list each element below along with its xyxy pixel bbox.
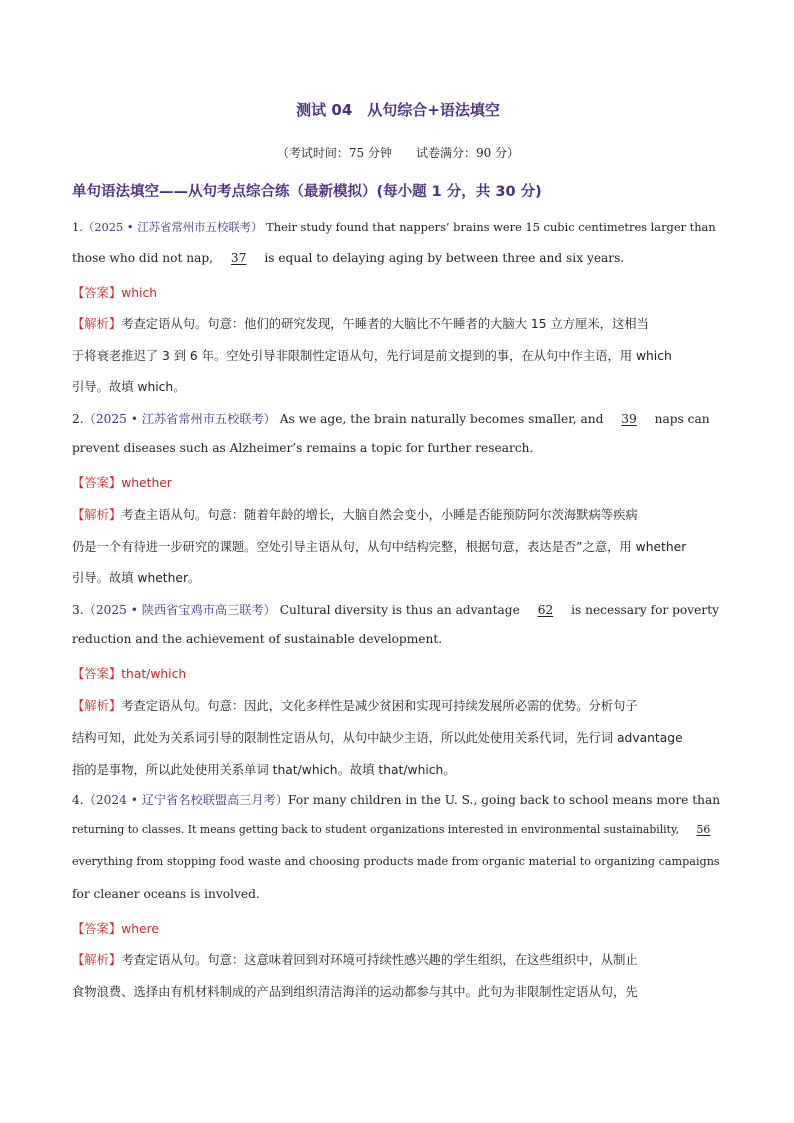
analysis-text: 考查定语从句。句意：因此，文化多样性是减少贫困和实现可持续发展所必需的优势。分析句子 bbox=[121, 699, 638, 713]
analysis-line bbox=[72, 377, 186, 395]
analysis-label: 【解析】 bbox=[72, 317, 122, 331]
answer-value: that/which bbox=[121, 667, 187, 681]
analysis-label: 【解析】 bbox=[72, 953, 122, 967]
analysis-text: 考查定语从句。句意：他们的研究发现，午睡者的大脑比不午睡者的大脑大 15 立方厘米，这相当 bbox=[121, 317, 649, 331]
question-3-line-2 bbox=[72, 632, 442, 646]
answer-line bbox=[72, 473, 172, 491]
question-source: （2025 • 江苏省常州市五校联考） bbox=[83, 412, 276, 426]
question-text: Cultural diversity is thus an advantage bbox=[279, 603, 520, 617]
analysis-line bbox=[72, 568, 200, 586]
answer-label: 【答案】 bbox=[72, 922, 122, 936]
answer-value: where bbox=[121, 922, 159, 936]
exam-info: （考试时间：75 分钟 试卷满分：90 分） bbox=[276, 146, 520, 160]
answer-line bbox=[72, 283, 157, 301]
analysis-line bbox=[72, 346, 672, 364]
analysis-line bbox=[72, 314, 649, 332]
question-text: prevent diseases such as Alzheimer’s remains a topic for further research. bbox=[72, 441, 534, 455]
analysis-line bbox=[72, 982, 638, 1000]
question-3-line-1 bbox=[72, 601, 719, 618]
analysis-text: 指的是事物，所以此处使用关系单词 that/which。故填 that/which。 bbox=[72, 763, 456, 777]
blank-number: 37 bbox=[230, 251, 247, 265]
question-text: Their study found that nappers’ brains were 15 cubic centimetres larger than bbox=[266, 220, 716, 234]
answer-label: 【答案】 bbox=[72, 286, 122, 300]
question-source: （2025 • 江苏省常州市五校联考） bbox=[82, 220, 263, 234]
question-text: returning to classes. It means getting back to student organizations interested in environmental sustainability, bbox=[72, 823, 680, 836]
analysis-line bbox=[72, 505, 638, 523]
blank-number: 62 bbox=[537, 603, 554, 617]
question-text: is necessary for poverty bbox=[571, 603, 719, 617]
analysis-text: 仍是一个有待进一步研究的课题。空处引导主语从句，从句中结构完整，根据句意，表达是否”之意，用 whether bbox=[72, 540, 687, 554]
question-2-line-2 bbox=[72, 441, 533, 455]
analysis-line bbox=[72, 728, 683, 746]
question-text: for cleaner oceans is involved. bbox=[72, 887, 260, 901]
analysis-line bbox=[72, 950, 638, 968]
blank-number: 56 bbox=[696, 823, 711, 836]
section-heading: 单句语法填空——从句考点综合练（最新模拟）(每小题 1 分，共 30 分) bbox=[72, 184, 542, 200]
answer-value: whether bbox=[121, 476, 172, 490]
question-2-line-1 bbox=[72, 410, 710, 427]
analysis-text: 结构可知，此处为关系词引导的限制性定语从句，从句中缺少主语，所以此处使用关系代词，先行词 advantage bbox=[72, 731, 683, 745]
question-4-line-1 bbox=[72, 791, 720, 808]
question-4-line-3 bbox=[72, 855, 720, 868]
analysis-text: 食物浪费、选择由有机材料制成的产品到组织清洁海洋的运动都参与其中。此句为非限制性定语从句，先 bbox=[72, 985, 638, 999]
question-number: 1. bbox=[72, 220, 83, 234]
analysis-line bbox=[72, 696, 638, 714]
question-number: 3. bbox=[72, 603, 84, 617]
question-source: （2024 • 辽宁省名校联盟高三月考） bbox=[83, 793, 289, 807]
answer-value: which bbox=[121, 286, 158, 300]
question-4-line-2 bbox=[72, 823, 716, 836]
answer-label: 【答案】 bbox=[72, 476, 122, 490]
question-1-line-2 bbox=[72, 251, 624, 265]
analysis-line bbox=[72, 760, 456, 778]
analysis-label: 【解析】 bbox=[72, 508, 122, 522]
question-text: those who did not nap, bbox=[72, 251, 214, 265]
analysis-label: 【解析】 bbox=[72, 699, 122, 713]
analysis-line bbox=[72, 537, 686, 555]
blank-number: 39 bbox=[621, 412, 637, 426]
question-4-line-4 bbox=[72, 887, 260, 901]
question-number: 4. bbox=[72, 793, 84, 807]
question-text: As we age, the brain naturally becomes smaller, and bbox=[279, 412, 604, 426]
answer-line bbox=[72, 664, 186, 682]
analysis-text: 考查定语从句。句意：这意味着回到对环境可持续性感兴趣的学生组织，在这些组织中，从制止 bbox=[121, 953, 638, 967]
analysis-text: 引导。故填 which。 bbox=[72, 380, 186, 394]
question-text: naps can bbox=[654, 412, 710, 426]
page-title: 测试 04 从句综合+语法填空 bbox=[296, 101, 500, 119]
question-source: （2025 • 陕西省宝鸡市高三联考） bbox=[83, 603, 276, 617]
question-1-line-1 bbox=[72, 219, 716, 235]
question-text: everything from stopping food waste and choosing products made from organic material to organizing campaigns bbox=[72, 855, 720, 868]
question-text: reduction and the achievement of sustainable development. bbox=[72, 632, 443, 646]
analysis-text: 引导。故填 whether。 bbox=[72, 571, 201, 585]
answer-label: 【答案】 bbox=[72, 667, 122, 681]
answer-line bbox=[72, 919, 159, 937]
question-text: is equal to delaying aging by between three and six years. bbox=[264, 251, 625, 265]
question-text: For many children in the U. S., going back to school means more than bbox=[288, 793, 721, 807]
analysis-text: 考查主语从句。句意：随着年龄的增长，大脑自然会变小，小睡是否能预防阿尔茨海默病等疾病 bbox=[121, 508, 638, 522]
question-number: 2. bbox=[72, 412, 84, 426]
analysis-text: 于将衰老推迟了 3 到 6 年。空处引导非限制性定语从句，先行词是前文提到的事，在从句中作主语，用 which bbox=[72, 349, 672, 363]
